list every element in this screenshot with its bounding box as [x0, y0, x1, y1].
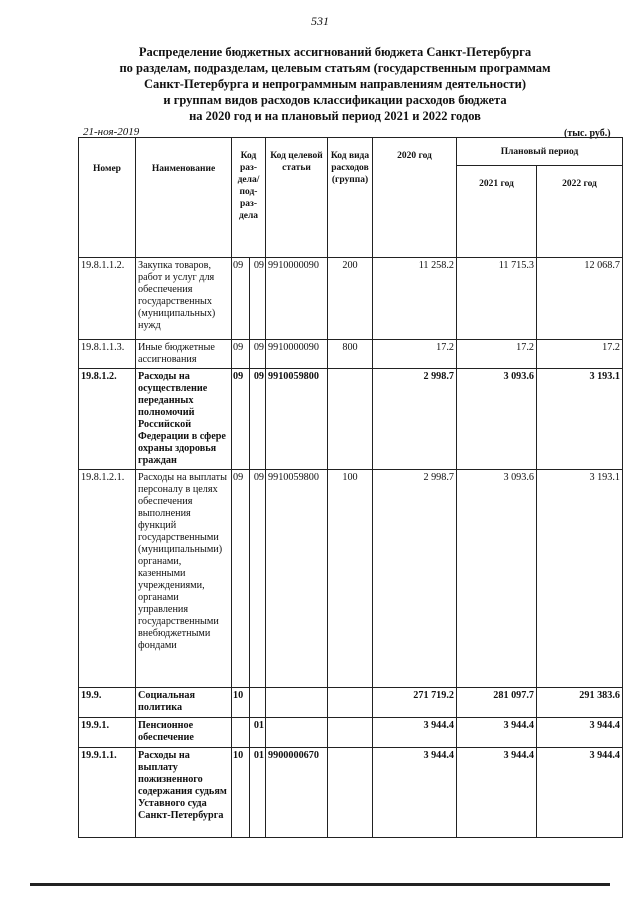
row-podrazdel: 09 [250, 369, 266, 470]
row-value-2021: 3 093.6 [457, 470, 537, 688]
row-expense-type [328, 688, 373, 718]
table-row [79, 688, 623, 718]
page-number: 531 [311, 14, 329, 28]
header-year-2022: 2022 год [537, 166, 623, 258]
row-value-2022: 12 068.7 [537, 258, 623, 340]
title-line: Распределение бюджетных ассигнований бюджета Санкт-Петербурга [138, 45, 532, 59]
row-number: 19.9.1.1. [79, 748, 136, 838]
row-value-2021: 3 944.4 [457, 748, 537, 838]
row-value-2022: 3 944.4 [537, 718, 623, 748]
row-value-2022: 3 193.1 [537, 369, 623, 470]
row-value-2020: 17.2 [373, 340, 457, 369]
document-title [70, 44, 600, 124]
table-row [79, 718, 623, 748]
table-body [79, 258, 623, 838]
row-podrazdel: 09 [250, 340, 266, 369]
row-number: 19.9. [79, 688, 136, 718]
title-line: по разделам, подразделам, целевым статьям (государственным программам [119, 61, 551, 75]
row-name: Расходы на осуществление переданных полномочий Российской Федерации в сфере охраны здоровья граждан [136, 369, 232, 470]
row-value-2020: 11 258.2 [373, 258, 457, 340]
table-row [79, 748, 623, 838]
row-value-2022: 17.2 [537, 340, 623, 369]
row-name: Расходы на выплаты персоналу в целях обеспечения выполнения функций государственными (муниципальными) органами, казенными учреждениями, органами управления государственными внебюджетными фондами [136, 470, 232, 688]
row-expense-type: 100 [328, 470, 373, 688]
row-target-code [266, 688, 328, 718]
row-razdel: 10 [232, 748, 250, 838]
header-year-2021: 2021 год [457, 166, 537, 258]
row-target-code: 9910059800 [266, 470, 328, 688]
table-row [79, 258, 623, 340]
row-name: Закупка товаров, работ и услуг для обеспечения государственных (муниципальных) нужд [136, 258, 232, 340]
header-razdel-code: Код раз- дела/ под- раз- дела [232, 138, 266, 258]
header-year-2020: 2020 год [373, 138, 457, 258]
header-plan-period: Плановый период [457, 138, 623, 166]
header-target-code: Код целевой статьи [266, 138, 328, 258]
row-target-code: 9910000090 [266, 258, 328, 340]
row-value-2022: 291 383.6 [537, 688, 623, 718]
row-value-2022: 3 193.1 [537, 470, 623, 688]
units-label: (тыс. руб.) [564, 128, 611, 139]
row-number: 19.8.1.2.1. [79, 470, 136, 688]
header-number: Номер [79, 138, 136, 258]
title-line: Санкт-Петербурга и непрограммным направлениям деятельности) [143, 77, 526, 91]
row-podrazdel: 01 [250, 748, 266, 838]
table-row [79, 369, 623, 470]
row-value-2022: 3 944.4 [537, 748, 623, 838]
row-target-code: 9910059800 [266, 369, 328, 470]
row-razdel [232, 718, 250, 748]
table-row [79, 470, 623, 688]
row-value-2020: 3 944.4 [373, 748, 457, 838]
table-row [79, 340, 623, 369]
document-date: 21-ноя-2019 [83, 126, 140, 138]
row-value-2021: 11 715.3 [457, 258, 537, 340]
header-expense-type-code: Код вида расходов (группа) [328, 138, 373, 258]
row-expense-type [328, 369, 373, 470]
row-value-2020: 2 998.7 [373, 470, 457, 688]
header-name: Наименование [136, 138, 232, 258]
row-number: 19.8.1.2. [79, 369, 136, 470]
row-number: 19.8.1.1.3. [79, 340, 136, 369]
row-value-2021: 3 093.6 [457, 369, 537, 470]
row-target-code: 9910000090 [266, 340, 328, 369]
row-value-2020: 3 944.4 [373, 718, 457, 748]
row-razdel: 09 [232, 258, 250, 340]
row-number: 19.9.1. [79, 718, 136, 748]
row-number: 19.8.1.1.2. [79, 258, 136, 340]
row-podrazdel: 01 [250, 718, 266, 748]
row-value-2021: 17.2 [457, 340, 537, 369]
row-name: Пенсионное обеспечение [136, 718, 232, 748]
row-expense-type: 200 [328, 258, 373, 340]
row-value-2020: 2 998.7 [373, 369, 457, 470]
row-razdel: 09 [232, 340, 250, 369]
row-value-2021: 281 097.7 [457, 688, 537, 718]
budget-table [78, 137, 623, 838]
row-razdel: 09 [232, 470, 250, 688]
bottom-rule [30, 883, 610, 886]
row-name: Расходы на выплату пожизненного содержания судьям Уставного суда Санкт-Петербурга [136, 748, 232, 838]
row-target-code [266, 718, 328, 748]
title-line: и группам видов расходов классификации расходов бюджета [163, 93, 507, 107]
row-value-2020: 271 719.2 [373, 688, 457, 718]
row-expense-type: 800 [328, 340, 373, 369]
row-razdel: 09 [232, 369, 250, 470]
row-expense-type [328, 718, 373, 748]
row-podrazdel: 09 [250, 470, 266, 688]
row-podrazdel [250, 688, 266, 718]
row-expense-type [328, 748, 373, 838]
row-name: Социальная политика [136, 688, 232, 718]
row-name: Иные бюджетные ассигнования [136, 340, 232, 369]
row-target-code: 9900000670 [266, 748, 328, 838]
row-podrazdel: 09 [250, 258, 266, 340]
title-line: на 2020 год и на плановый период 2021 и 2022 годов [189, 109, 481, 123]
row-value-2021: 3 944.4 [457, 718, 537, 748]
row-razdel: 10 [232, 688, 250, 718]
